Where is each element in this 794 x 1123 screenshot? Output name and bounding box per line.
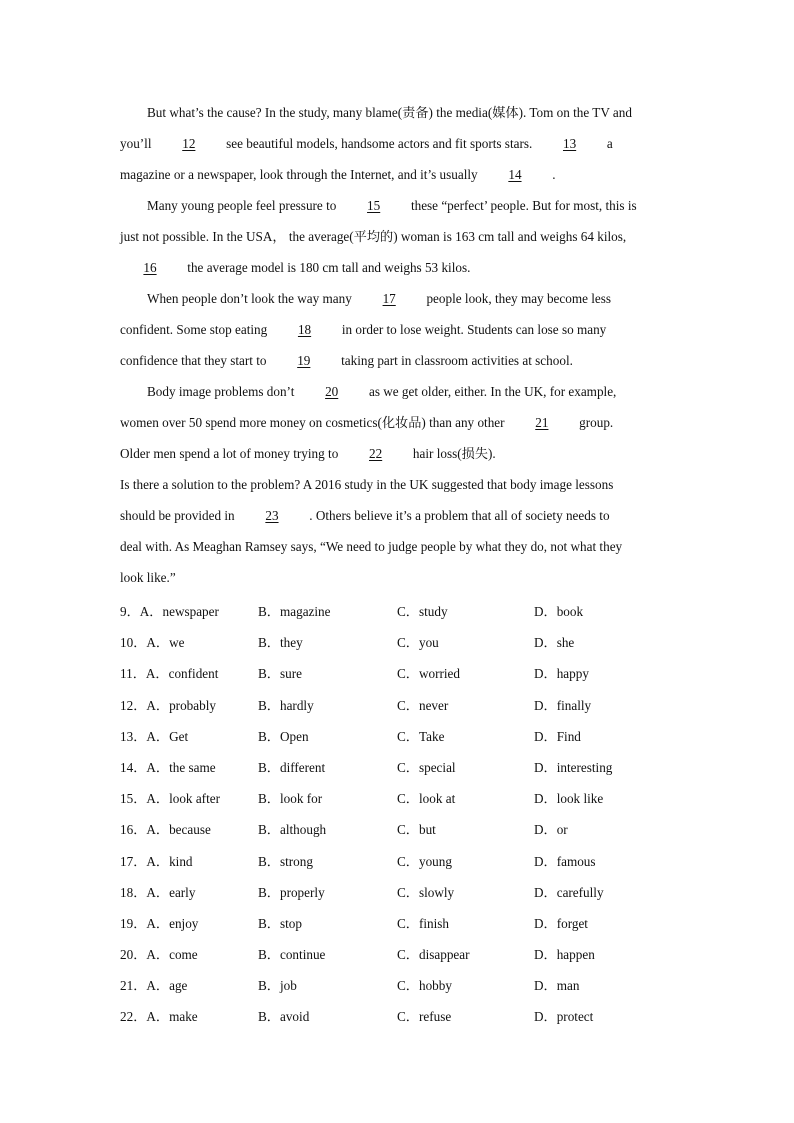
passage-text: taking part in classroom activities at school.: [341, 353, 573, 368]
passage-text: .: [552, 167, 556, 182]
question-row: [120, 939, 680, 970]
option-c: C．young: [397, 853, 452, 869]
passage-text: Body image problems don’t: [147, 384, 295, 399]
option-a: 12．A．probably: [120, 697, 216, 713]
option-d: D．she: [534, 635, 575, 651]
passage-text: deal with. As Meaghan Ramsey says, “We need to judge people by what they do, not what they: [120, 539, 623, 554]
passage-text: see beautiful models, handsome actors and fit sports stars.: [226, 136, 533, 151]
option-d: D．look like: [534, 791, 604, 807]
blank-13: 13: [562, 136, 577, 151]
blank-23: 23: [265, 508, 279, 523]
option-c: C．Take: [397, 728, 445, 744]
option-d: D．interesting: [534, 759, 613, 775]
passage-line: [120, 221, 680, 252]
option-b: B．magazine: [258, 604, 331, 619]
passage-text: group.: [579, 415, 614, 430]
question-row: [120, 658, 680, 689]
blank-14: 14: [508, 167, 522, 182]
question-row: [120, 721, 680, 752]
option-a: 11．A．confident: [120, 666, 219, 682]
passage-line: [120, 438, 680, 469]
passage-text: confident. Some stop eating: [120, 322, 268, 337]
passage-line: [120, 252, 680, 283]
question-row: [120, 1001, 680, 1032]
option-c: C．you: [397, 635, 439, 651]
question-row: [120, 783, 680, 814]
passage-text: But what’s the cause? In the study, many blame(责备) the media(媒体). Tom on the TV and: [147, 105, 632, 120]
passage-line: [120, 314, 680, 345]
option-d: D．happen: [534, 947, 595, 963]
option-b: B．hardly: [258, 697, 314, 713]
passage-line: [120, 376, 680, 407]
option-c: C．never: [397, 697, 449, 713]
passage-line: [120, 283, 680, 314]
passage-line: [120, 469, 680, 500]
passage-line: [120, 97, 680, 128]
option-c: C．refuse: [397, 1009, 452, 1025]
option-d: D．forget: [534, 915, 588, 931]
blank-19: 19: [297, 353, 311, 368]
option-a: 17．A．kind: [120, 853, 193, 869]
option-b: B．job: [258, 978, 297, 994]
option-c: C．study: [397, 604, 448, 619]
question-row: [120, 970, 680, 1001]
option-c: C．look at: [397, 791, 456, 807]
passage-text: Is there a solution to the problem? A 2016 study in the UK suggested that body image lessons: [120, 477, 614, 492]
option-a: 15．A．look after: [120, 791, 220, 807]
passage-text: hair loss(损失).: [412, 446, 496, 461]
blank-12: 12: [182, 136, 196, 151]
option-a: 14．A．the same: [120, 759, 216, 775]
option-c: C．but: [397, 822, 436, 838]
option-d: D．or: [534, 822, 568, 838]
option-d: D．man: [534, 978, 580, 994]
option-a: 9．A．newspaper: [120, 604, 219, 619]
passage-text: the average model is 180 cm tall and weighs 53 kilos.: [187, 260, 471, 275]
option-b: B．strong: [258, 853, 313, 869]
passage-line: [120, 562, 680, 593]
option-c: C．hobby: [397, 978, 452, 994]
option-a: 18．A．early: [120, 884, 196, 900]
option-c: C．worried: [397, 666, 460, 682]
passage-text: magazine or a newspaper, look through the Internet, and it’s usually: [120, 167, 478, 182]
option-d: D．happy: [534, 666, 589, 682]
option-b: B．avoid: [258, 1009, 310, 1025]
option-c: C．slowly: [397, 884, 455, 900]
option-c: C．disappear: [397, 947, 470, 963]
option-d: D．book: [534, 604, 584, 619]
option-b: B．they: [258, 635, 303, 651]
option-a: 13．A．Get: [120, 728, 189, 744]
passage-text: you’ll: [120, 136, 152, 151]
option-a: 22．A．make: [120, 1009, 198, 1025]
question-row: [120, 908, 680, 939]
blank-17: 17: [382, 291, 396, 306]
option-a: 19．A．enjoy: [120, 915, 199, 931]
option-b: B．Open: [258, 728, 309, 744]
option-d: D．Find: [534, 728, 581, 744]
option-c: C．special: [397, 759, 456, 775]
option-b: B．continue: [258, 947, 326, 963]
option-d: D．protect: [534, 1009, 594, 1025]
option-b: B．stop: [258, 915, 302, 931]
passage-line: [120, 190, 680, 221]
passage-line: [120, 159, 680, 190]
option-b: B．although: [258, 822, 327, 838]
reading-passage: [120, 97, 680, 593]
question-row: [120, 627, 680, 658]
passage-text: When people don’t look the way many: [147, 291, 352, 306]
blank-22: 22: [369, 446, 383, 461]
passage-line: [120, 407, 680, 438]
passage-text: look like.”: [120, 570, 176, 585]
option-d: D．famous: [534, 853, 596, 869]
question-row: [120, 846, 680, 877]
blank-20: 20: [325, 384, 339, 399]
passage-line: [120, 128, 680, 159]
option-b: B．sure: [258, 666, 302, 682]
blank-18: 18: [297, 322, 312, 337]
passage-text: as we get older, either. In the UK, for example,: [368, 384, 617, 399]
option-b: B．different: [258, 759, 326, 775]
option-c: C．finish: [397, 915, 450, 931]
passage-text: Many young people feel pressure to: [147, 198, 337, 213]
passage-text: women over 50 spend more money on cosmetics(化妆品) than any other: [120, 415, 505, 430]
passage-text: should be provided in: [120, 508, 235, 523]
passage-text: a: [606, 136, 613, 151]
passage-text: . Others believe it’s a problem that all of society needs to: [309, 508, 610, 523]
blank-21: 21: [535, 415, 549, 430]
option-b: B．properly: [258, 884, 325, 900]
option-a: 10．A．we: [120, 635, 185, 651]
question-row: [120, 690, 680, 721]
passage-line: [120, 345, 680, 376]
option-a: 20．A．come: [120, 947, 198, 963]
passage-text: these “perfect’ people. But for most, this is: [410, 198, 637, 213]
question-row: [120, 814, 680, 845]
question-row: [120, 752, 680, 783]
question-row: [120, 877, 680, 908]
passage-line: [120, 531, 680, 562]
question-row: [120, 596, 680, 627]
passage-text: confidence that they start to: [120, 353, 267, 368]
passage-text: Older men spend a lot of money trying to: [120, 446, 339, 461]
option-d: D．finally: [534, 697, 592, 713]
blank-15: 15: [367, 198, 381, 213]
passage-line: [120, 500, 680, 531]
option-b: B．look for: [258, 791, 323, 807]
blank-16: 16: [143, 260, 157, 275]
passage-text: just not possible. In the USA， the average(平均的) woman is 163 cm tall and weighs 64 kilos,: [120, 229, 627, 244]
option-a: 21．A．age: [120, 978, 188, 994]
option-a: 16．A．because: [120, 822, 211, 838]
answer-options: [120, 596, 680, 1033]
passage-text: in order to lose weight. Students can lose so many: [341, 322, 607, 337]
option-d: D．carefully: [534, 884, 604, 900]
passage-text: people look, they may become less: [426, 291, 612, 306]
